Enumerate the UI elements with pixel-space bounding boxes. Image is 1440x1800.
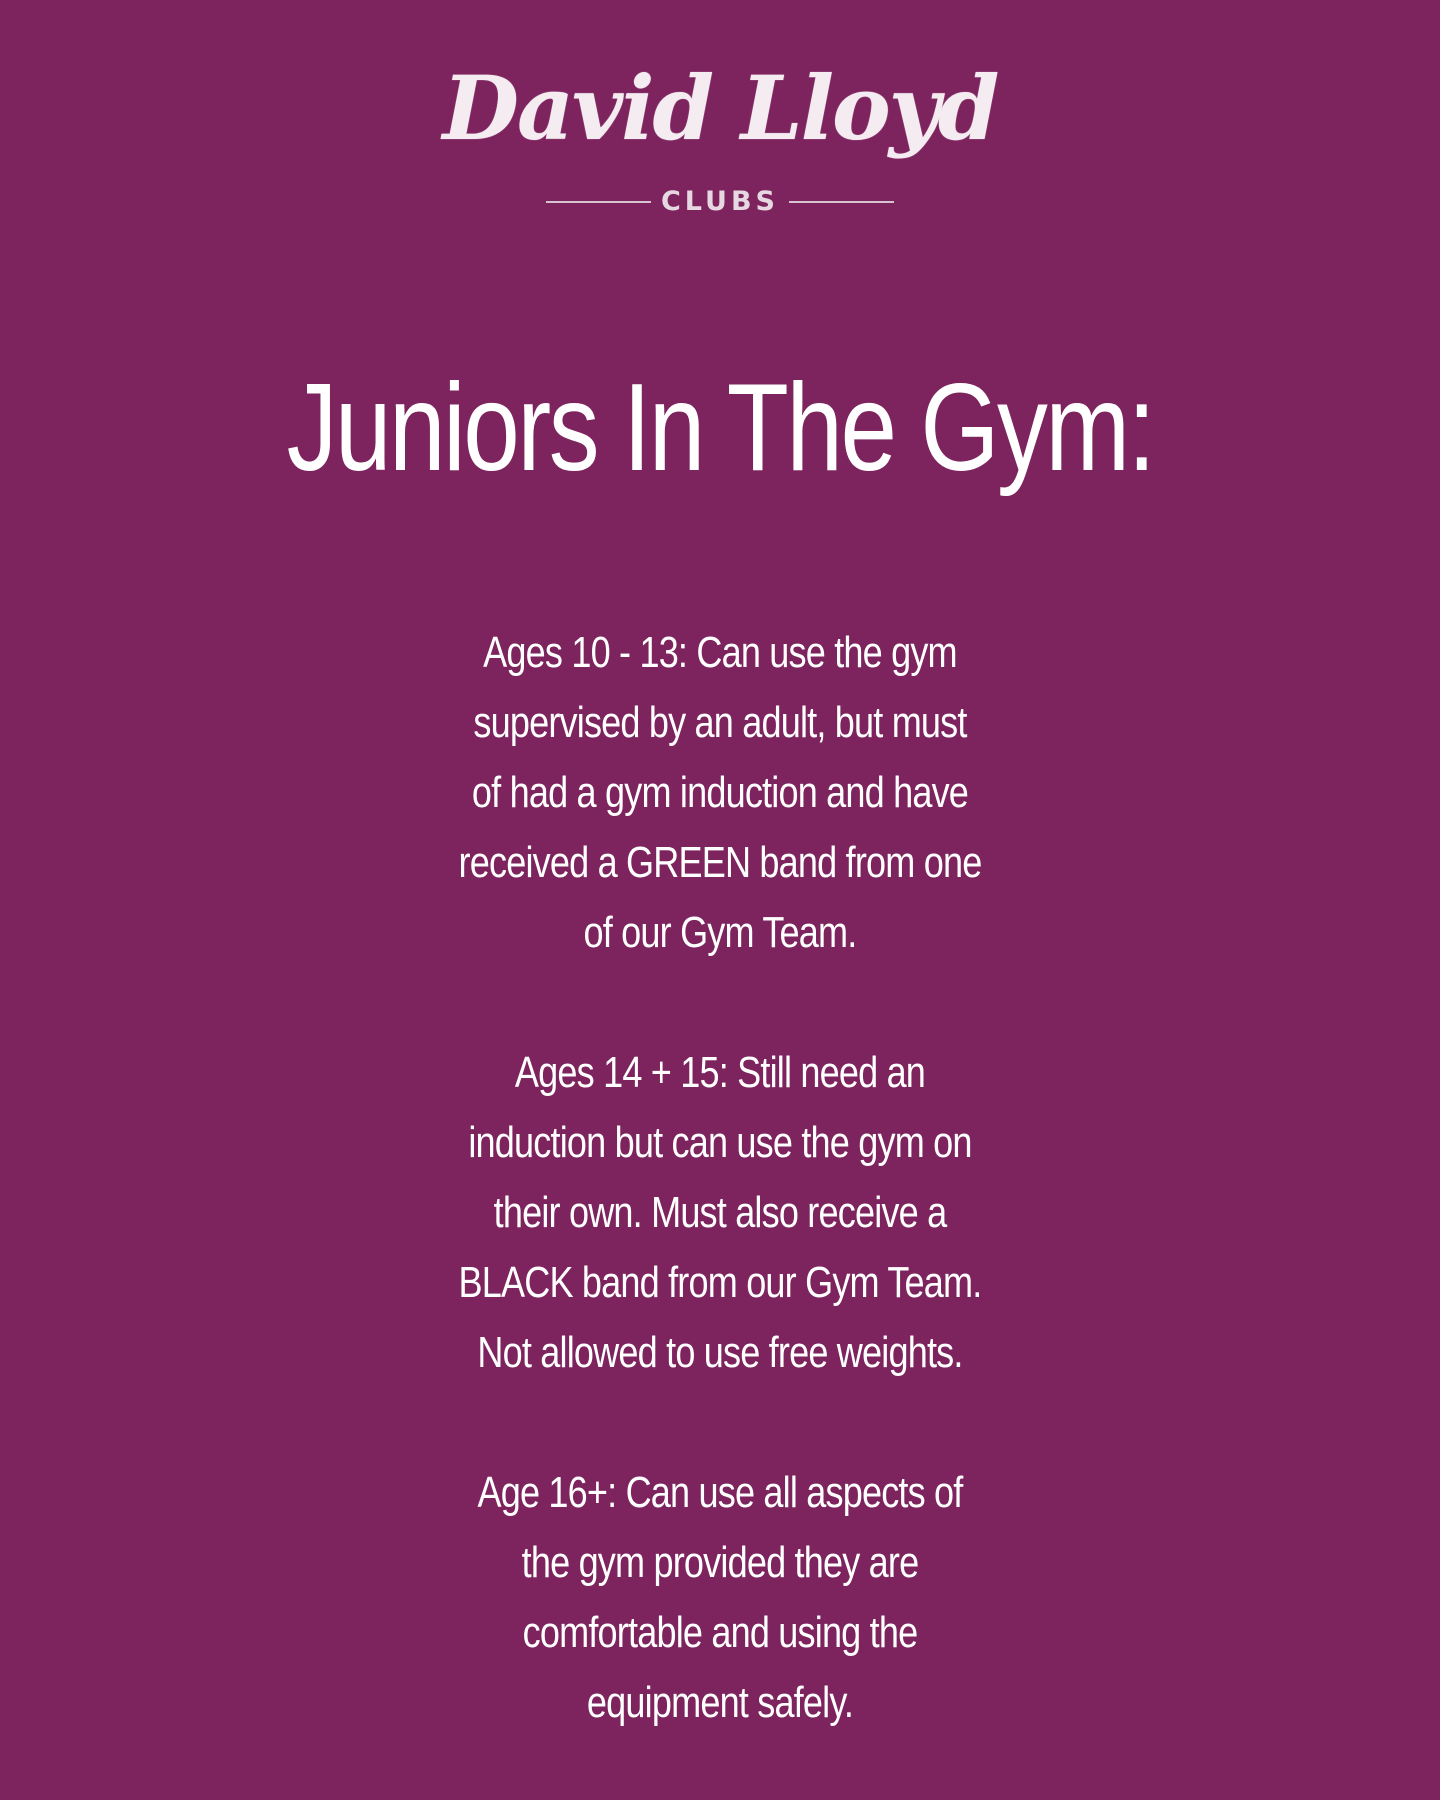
rule-line: the gym provided they are	[521, 1538, 919, 1587]
rule-line: Not allowed to use free weights.	[477, 1328, 963, 1377]
rule-age-16-plus	[392, 1458, 1048, 1738]
rule-ages-14-15	[392, 1038, 1048, 1388]
rule-line: Ages 10 - 13: Can use the gym	[483, 628, 957, 677]
rules-list	[0, 618, 1440, 1738]
rule-line: equipment safely.	[586, 1678, 854, 1727]
rule-line: comfortable and using the	[522, 1608, 918, 1657]
page-title: Juniors In The Gym:	[286, 359, 1154, 497]
logo-clubs-row	[0, 186, 1440, 217]
logo-sub: CLUBS	[660, 186, 779, 217]
rule-line: of our Gym Team.	[583, 908, 857, 957]
logo-divider-left	[546, 201, 651, 203]
rule-line: of had a gym induction and have	[471, 768, 969, 817]
rule-line: their own. Must also receive a	[493, 1188, 947, 1237]
rule-ages-10-13	[392, 618, 1048, 968]
rule-line: BLACK band from our Gym Team.	[458, 1258, 982, 1307]
rule-line: supervised by an adult, but must	[473, 698, 967, 747]
rule-line: Age 16+: Can use all aspects of	[477, 1468, 963, 1517]
logo-wordmark: David Lloyd	[442, 56, 998, 160]
rule-line: Ages 14 + 15: Still need an	[514, 1048, 926, 1097]
rule-line: induction but can use the gym on	[468, 1118, 972, 1167]
logo-divider-right	[789, 201, 894, 203]
rule-line: received a GREEN band from one	[458, 838, 982, 887]
